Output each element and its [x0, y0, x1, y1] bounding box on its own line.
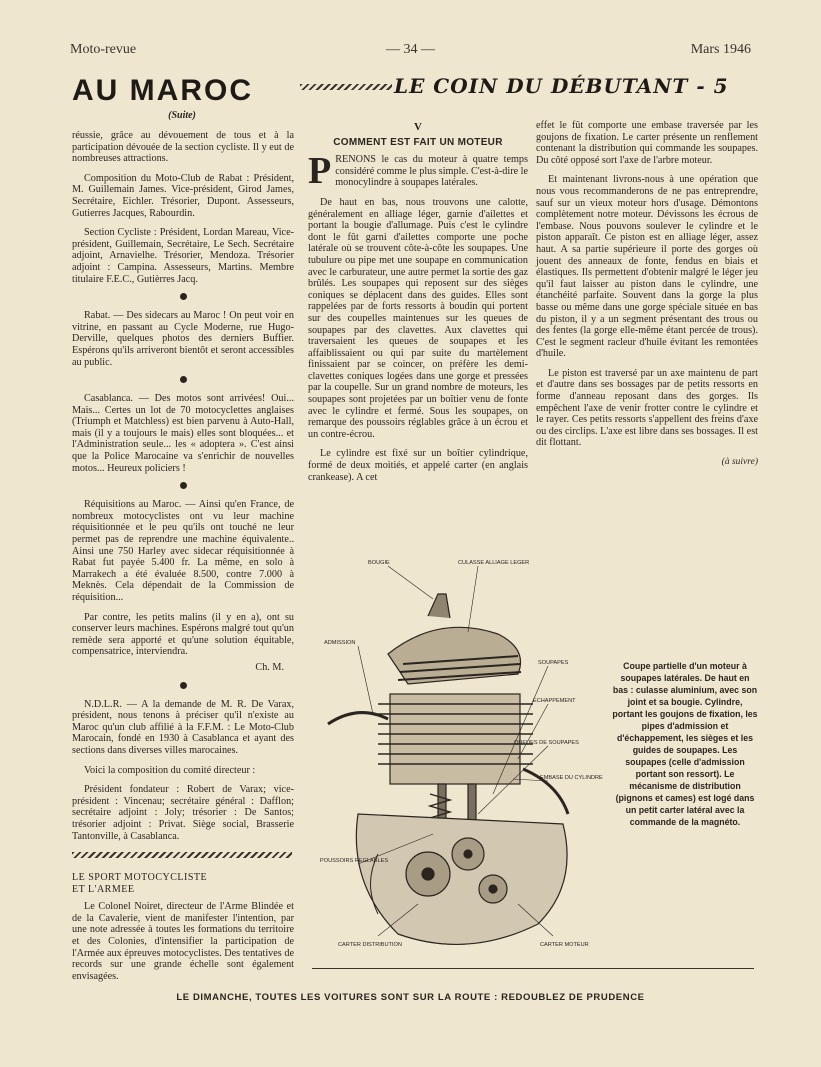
- opening-paragraph: [308, 150, 529, 193]
- header-date: Mars 1946: [690, 42, 751, 57]
- left-article-title: AU MAROC: [72, 74, 253, 107]
- middle-column: [308, 122, 528, 491]
- sport-heading: [72, 872, 294, 895]
- section-number: V: [414, 121, 422, 133]
- label-culasse: CULASSE ALLIAGE LEGER: [458, 560, 530, 566]
- label-embase: EMBASE DU CYLINDRE: [540, 775, 603, 781]
- bullet-separator: [180, 293, 187, 300]
- intro-paragraph: réussie, grâce au dévouement de tous et à la participation dévouée de la section cycliste. Il y eut de nombreuses attractions.: [72, 130, 294, 165]
- label-admission: ADMISSION: [324, 640, 356, 646]
- label-poussoirs: POUSSOIRS REGLABLES: [320, 858, 389, 864]
- left-column: [72, 130, 294, 990]
- right-column: [536, 120, 758, 469]
- page-header: [70, 42, 751, 62]
- header-page-number: — 34 —: [386, 42, 435, 57]
- label-carter-moteur: CARTER MOTEUR: [540, 942, 589, 948]
- comite-paragraph: Président fondateur : Robert de Varax; vice-président : Vincenau; secrétaire général : Dafflon; secrétaire adjoint : Joly; trésorier : De Santos; trésorier adjoint : Privat. Siège social, Brasserie Tantonville, à Casablanca.: [72, 784, 294, 842]
- bottom-rule: [312, 968, 754, 969]
- carter-paragraph: Le cylindre est fixé sur un boîtier cylindrique, formé de deux moitiés, et appelé carter (en anglais crankease). A cet: [308, 448, 528, 483]
- page-footer-slogan: LE DIMANCHE, TOUTES LES VOITURES SONT SUR LA ROUTE : REDOUBLEZ DE PRUDENCE: [176, 992, 645, 1003]
- engine-illustration: [318, 554, 608, 960]
- label-carter-distribution: CARTER DISTRIBUTION: [338, 942, 402, 948]
- label-bougie: BOUGIE: [368, 560, 390, 566]
- opening-text: RENONS le cas du moteur à quatre temps considéré comme le plus simple. C'est-à-dire le monocylindre à soupapes latérales.: [335, 154, 529, 189]
- sport-heading-line-2: ET L'ARMEE: [72, 883, 135, 895]
- requisitions-paragraph: Réquisitions au Maroc. — Ainsi qu'en France, de nombreux motocyclistes ont vu leur machine réquisitionnée et le peu qu'ils ont touché ne leur permet pas de reprendre une machine équivalente.. Ainsi une 750 Harley avec sidecar réquisitionnée à Rabat fut payée 5.400 fr. La même, en solo à Marrakech a été évaluée 8.500, contre 7.000 à Meknès. Cela dépendait de la Commission de réquisition...: [72, 499, 294, 603]
- right-article-title: LE COIN DU DÉBUTANT - 5: [394, 74, 729, 98]
- section-cycliste-paragraph: Section Cycliste : Président, Lordan Mareau, Vice-président, Guillemain, Secrétaire, Le Sech. Secrétaire adjoint, Arnavielhe. Trésorier, Mendoza. Trésorier adjoint : Campina. Assesseurs, Martins. Membre titulaire F.E.C., Gutièrres Jacq.: [72, 227, 294, 285]
- author-signature: Ch. M.: [255, 661, 284, 673]
- section-divider: [72, 852, 292, 858]
- bullet-separator: [180, 376, 187, 383]
- voici-paragraph: Voici la composition du comité directeur :: [84, 764, 256, 776]
- title-ornament-left: [300, 84, 392, 90]
- sport-paragraph: Le Colonel Noiret, directeur de l'Arme Blindée et de la Cavalerie, vient de manifester l'intention, par une note adressée à toutes les formations du territoire et des Colonies, d'intensifier la participation de l'Armée aux épreuves motocyclistes. Des tentatives de records sur une grande échelle sont également envisagées.: [72, 901, 294, 982]
- par-contre-paragraph: Par contre, les petits malins (il y en a), ont su conserver leurs machines. Espérons malgré tout qu'un remède sera apporté et qu'une solution équitable, compensatrice, interviendra.: [72, 611, 294, 658]
- to-be-continued: (à suivre): [721, 457, 758, 468]
- section-title: COMMENT EST FAIT UN MOTEUR: [333, 136, 503, 148]
- label-soupapes: SOUPAPES: [538, 660, 569, 666]
- engine-cutaway-drawing: [318, 554, 608, 960]
- engine-description-paragraph: De haut en bas, nous trouvons une calotte, généralement en alliage léger, garnie d'ailettes et portant la bougie d'allumage. Puis c'est le cylindre dont le fût garni d'ailettes comporte une poche latérale où se trouvent côte-à-côte les soupapes. Une tubulure ou pipe met une soupape en communication avec le carburateur, une autre permet la sortie des gaz brûlés. Les soupapes qui reposent sur des sièges coniques se déplacent dans des guides. Elles sont rappelées par de forts ressorts à boudin qui portent sur des coupelles maintenues sur les queues de soupapes par des clavettes. Aux clavettes qui traversaient les queues de soupapes et les affaiblissaient ou qui par suite du martèlement finissaient par se coincer, on préfère les demi-clavettes coniques logées dans une gorge et pressées par la coupelle. Sur un grand nombre de moteurs, les soupapes sont projetées par un boîtier venu de fonte avec le cylindre et fermé. Sous les soupapes, on remarque des poussoirs réglables grâce à un écrou et un contre-écrou.: [308, 196, 528, 440]
- piston-paragraph: Le piston est traversé par un axe maintenu de part et d'autre dans ses bossages par de petits ressorts en forme d'anneau reposant dans des gorges. Ils empêchent l'axe de venir frotter contre le cylindre et le rayer. Ces petits ressorts s'appellent des freins d'axe ou des circlips. L'axe est libre dans ses bossages. Il est dit flottant.: [536, 367, 758, 449]
- demontage-paragraph: Et maintenant livrons-nous à une opération que nous vous recommanderons de ne pas entreprendre, sauf sur un vieux moteur hors d'usage. Démontons complètement notre moteur. Dévissons les écrous de l'embase. Nous pouvons soulever le cylindre et le piston apparaît. Ce piston est en alliage léger, assez haut. A sa partie supérieure il porte des gorges où jouent des anneaux de fonte, fendus en biais et élastiques. Ils permettent d'obtenir malgré le léger jeu qu'il faut laisser au piston dans le cylindre, une étanchéité parfaite. Souvent dans la gorge la plus basse ou même dans une gorge spéciale située en bas du piston, il y a un segment présentant des trous ou des fentes (la gorge elle-même étant percée de trous). C'est le segment racleur d'huile évitant les remontées d'huile.: [536, 174, 758, 360]
- crankcase-shape: [356, 814, 567, 944]
- cylinder-block-shape: [390, 694, 520, 784]
- bullet-separator: [180, 482, 187, 489]
- embase-paragraph: effet le fût comporte une embase traversée par les goujons de fixation. Le carter présente un renflement contenant la distribution qui commande les soupapes. Du côté opposé sort l'axe de l'arbre moteur.: [536, 120, 758, 166]
- casablanca-paragraph: Casablanca. — Des motos sont arrivées! Oui... Mais... Certes un lot de 70 motocyclettes anglaises (Triumph et Matchless) est bien parvenu à Auto-Hall, mais (il y a toujours le mais) elles sont bloquées... et l'Administration seule... les « adoptera ». C'est ainsi que la Police Marocaine va s'enrichir de nouvelles motos... Heureux policiers !: [72, 393, 294, 474]
- composition-paragraph: Composition du Moto-Club de Rabat : Président, M. Guillemain James. Vice-président, Girod James, Secrétaire, Eichler. Trésorier, Dupont. Assesseurs, Gutierres Jacques, Rabourdin.: [72, 172, 294, 219]
- drop-cap: P: [308, 150, 332, 193]
- header-magazine-name: Moto-revue: [70, 42, 137, 57]
- sport-heading-line-1: LE SPORT MOTOCYCLISTE: [72, 872, 208, 884]
- label-queues: QUEUES DE SOUPAPES: [514, 740, 579, 746]
- figure-caption: Coupe partielle d'un moteur à soupapes latérales. De haut en bas : culasse aluminium, avec son joint et sa bougie. Cylindre, portant les goujons de fixation, les pipes d'admission et d'échappement, les sièges et les guides de soupapes. Les soupapes (celle d'admission portant son ressort). Le mécanisme de distribution (pignons et cames) est logé dans un petit carter latéral avec la commande de la magnéto.: [612, 661, 758, 827]
- bullet-separator: [180, 682, 187, 689]
- label-echappement: ECHAPPEMENT: [533, 698, 576, 704]
- rabat-paragraph: Rabat. — Des sidecars au Maroc ! On peut voir en vitrine, en passant au Cycle Moderne, rue Hugo-Derville, quelques photos des derniers Buffier. Espérons qu'ils arriveront bientôt et seront accessibles au public.: [72, 310, 294, 368]
- ndlr-paragraph: N.D.L.R. — A la demande de M. R. De Varax, président, nous tenons à préciser qu'il n'existe au Maroc qu'un club affilié à la F.F.M. : Le Moto-Club Marocain, fondé en 1930 à Casablanca et ayant des sections dans diverses villes marocaines.: [72, 698, 294, 756]
- left-article-suite: (Suite): [168, 110, 196, 121]
- admission-pipe-shape: [328, 713, 388, 724]
